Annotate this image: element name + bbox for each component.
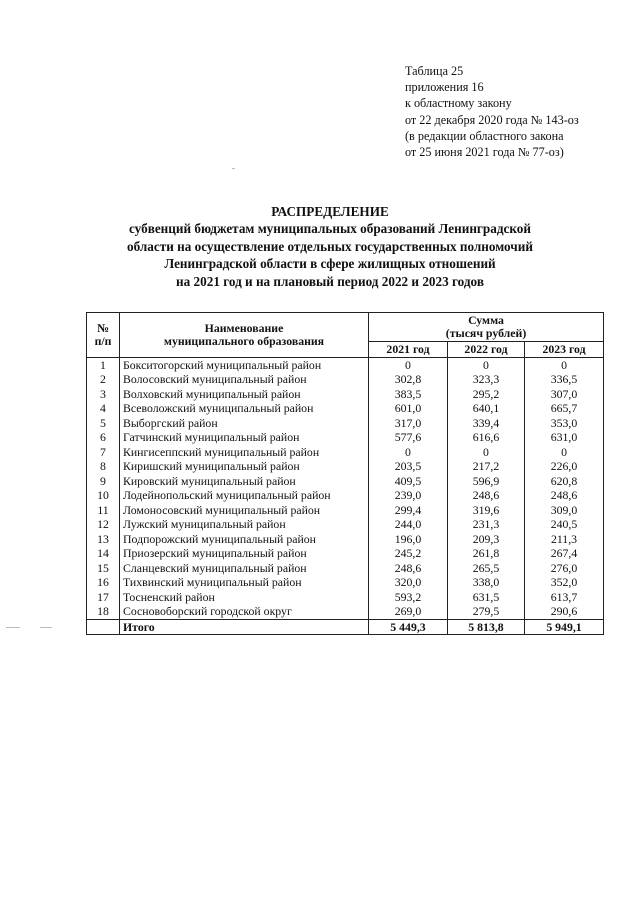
row-number: 2 (87, 372, 120, 387)
row-value-2023: 353,0 (525, 416, 604, 431)
annex-edition: (в редакции областного закона (405, 128, 564, 143)
row-value-2022: 209,3 (448, 532, 525, 547)
row-value-2021: 269,0 (369, 604, 448, 619)
row-number: 8 (87, 459, 120, 474)
row-value-2023: 0 (525, 357, 604, 372)
row-name: Киришский муниципальный район (120, 459, 369, 474)
row-number: 9 (87, 474, 120, 489)
row-number: 4 (87, 401, 120, 416)
annex-edition-date: от 25 июня 2021 года № 77-оз) (405, 145, 564, 160)
table-row (87, 575, 604, 590)
row-value-2021: 0 (369, 445, 448, 460)
row-value-2021: 302,8 (369, 372, 448, 387)
row-value-2021: 320,0 (369, 575, 448, 590)
header-year-2023: 2023 год (525, 342, 604, 358)
row-value-2021: 248,6 (369, 561, 448, 576)
row-value-2021: 383,5 (369, 387, 448, 402)
row-value-2023: 352,0 (525, 575, 604, 590)
row-value-2023: 309,0 (525, 503, 604, 518)
row-number: 6 (87, 430, 120, 445)
row-value-2022: 217,2 (448, 459, 525, 474)
header-sum (369, 313, 604, 342)
annex-law: к областному закону (405, 96, 512, 111)
row-value-2022: 231,3 (448, 517, 525, 532)
row-value-2023: 336,5 (525, 372, 604, 387)
subventions-table (86, 312, 604, 635)
header-year-2021: 2021 год (369, 342, 448, 358)
scan-speck (6, 627, 20, 628)
row-value-2023: 0 (525, 445, 604, 460)
row-value-2021: 299,4 (369, 503, 448, 518)
row-value-2021: 593,2 (369, 590, 448, 605)
table-row (87, 416, 604, 431)
row-name: Бокситогорский муниципальный район (120, 357, 369, 372)
table-row (87, 590, 604, 605)
row-name: Кингисеппский муниципальный район (120, 445, 369, 460)
title-line-4: Ленинградской области в сфере жилищных отношений (164, 256, 496, 272)
header-name (120, 313, 369, 358)
row-value-2021: 601,0 (369, 401, 448, 416)
row-name: Тихвинский муниципальный район (120, 575, 369, 590)
header-year-2022: 2022 год (448, 342, 525, 358)
row-name: Гатчинский муниципальный район (120, 430, 369, 445)
title-line-3: области на осуществление отдельных государственных полномочий (127, 238, 533, 254)
row-name: Всеволожский муниципальный район (120, 401, 369, 416)
row-number: 3 (87, 387, 120, 402)
row-value-2021: 244,0 (369, 517, 448, 532)
row-value-2022: 261,8 (448, 546, 525, 561)
header-number (87, 313, 120, 358)
row-value-2022: 248,6 (448, 488, 525, 503)
row-name: Приозерский муниципальный район (120, 546, 369, 561)
row-name: Волосовский муниципальный район (120, 372, 369, 387)
annex-appendix: приложения 16 (405, 80, 484, 95)
row-value-2021: 317,0 (369, 416, 448, 431)
header-number-line2: п/п (94, 333, 112, 348)
row-value-2022: 596,9 (448, 474, 525, 489)
row-value-2021: 239,0 (369, 488, 448, 503)
header-sum-line2: (тысяч рублей) (445, 326, 527, 340)
header-name-line2: муниципального образования (163, 333, 325, 348)
table-row (87, 561, 604, 576)
scan-speck (232, 168, 235, 169)
row-name: Сланцевский муниципальный район (120, 561, 369, 576)
table-row (87, 503, 604, 518)
table-row (87, 604, 604, 619)
row-value-2022: 616,6 (448, 430, 525, 445)
row-number: 10 (87, 488, 120, 503)
total-2021: 5 449,3 (369, 619, 448, 635)
title-line-2: субвенций бюджетам муниципальных образований Ленинградской (129, 221, 531, 237)
row-value-2021: 245,2 (369, 546, 448, 561)
annex-table-number: Таблица 25 (405, 64, 464, 78)
total-2023: 5 949,1 (525, 619, 604, 635)
title-line-1: РАСПРЕДЕЛЕНИЕ (271, 204, 389, 219)
row-number: 17 (87, 590, 120, 605)
row-number: 7 (87, 445, 120, 460)
row-name: Выборгский район (120, 416, 369, 431)
row-number: 18 (87, 604, 120, 619)
row-value-2022: 339,4 (448, 416, 525, 431)
row-value-2022: 295,2 (448, 387, 525, 402)
row-number: 11 (87, 503, 120, 518)
table-header (87, 313, 604, 358)
row-value-2021: 203,5 (369, 459, 448, 474)
title-line-5: на 2021 год и на плановый период 2022 и 2023 годов (176, 273, 484, 289)
row-value-2021: 196,0 (369, 532, 448, 547)
total-2022: 5 813,8 (448, 619, 525, 635)
row-value-2023: 620,8 (525, 474, 604, 489)
row-value-2022: 0 (448, 357, 525, 372)
annex-law-date: от 22 декабря 2020 года № 143-оз (405, 112, 579, 127)
row-number: 14 (87, 546, 120, 561)
table-row (87, 517, 604, 532)
scan-speck (40, 627, 52, 628)
table-row (87, 445, 604, 460)
table-row (87, 532, 604, 547)
table-row (87, 546, 604, 561)
table-row (87, 372, 604, 387)
row-value-2022: 338,0 (448, 575, 525, 590)
row-value-2023: 240,5 (525, 517, 604, 532)
row-value-2023: 248,6 (525, 488, 604, 503)
row-value-2022: 0 (448, 445, 525, 460)
row-value-2023: 276,0 (525, 561, 604, 576)
row-name: Сосновоборский городской округ (120, 604, 369, 619)
row-value-2022: 265,5 (448, 561, 525, 576)
table-row (87, 488, 604, 503)
total-number (87, 619, 120, 635)
row-value-2022: 631,5 (448, 590, 525, 605)
table-row (87, 459, 604, 474)
table-row (87, 401, 604, 416)
row-name: Ломоносовский муниципальный район (120, 503, 369, 518)
row-number: 1 (87, 357, 120, 372)
document-title (70, 203, 590, 290)
table-row (87, 474, 604, 489)
row-number: 13 (87, 532, 120, 547)
row-value-2023: 631,0 (525, 430, 604, 445)
row-name: Лужский муниципальный район (120, 517, 369, 532)
row-name: Тосненский район (120, 590, 369, 605)
header-sum-line1: Сумма (468, 313, 504, 327)
row-number: 16 (87, 575, 120, 590)
table-row (87, 387, 604, 402)
row-value-2023: 665,7 (525, 401, 604, 416)
row-name: Лодейнопольский муниципальный район (120, 488, 369, 503)
row-value-2021: 409,5 (369, 474, 448, 489)
header-number-line1: № (97, 320, 109, 335)
row-value-2022: 323,3 (448, 372, 525, 387)
row-value-2023: 307,0 (525, 387, 604, 402)
row-number: 15 (87, 561, 120, 576)
row-value-2023: 613,7 (525, 590, 604, 605)
row-value-2023: 226,0 (525, 459, 604, 474)
row-value-2022: 319,6 (448, 503, 525, 518)
row-number: 12 (87, 517, 120, 532)
row-value-2021: 0 (369, 357, 448, 372)
row-value-2022: 640,1 (448, 401, 525, 416)
table-body (87, 357, 604, 619)
total-row (87, 619, 604, 635)
row-value-2023: 267,4 (525, 546, 604, 561)
row-value-2022: 279,5 (448, 604, 525, 619)
total-label: Итого (120, 619, 369, 635)
row-value-2023: 290,6 (525, 604, 604, 619)
row-number: 5 (87, 416, 120, 431)
row-value-2021: 577,6 (369, 430, 448, 445)
annex-reference (405, 63, 635, 160)
row-name: Волховский муниципальный район (120, 387, 369, 402)
table-row (87, 430, 604, 445)
row-name: Подпорожский муниципальный район (120, 532, 369, 547)
row-value-2023: 211,3 (525, 532, 604, 547)
row-name: Кировский муниципальный район (120, 474, 369, 489)
header-name-line1: Наименование (204, 320, 284, 335)
table-row (87, 357, 604, 372)
